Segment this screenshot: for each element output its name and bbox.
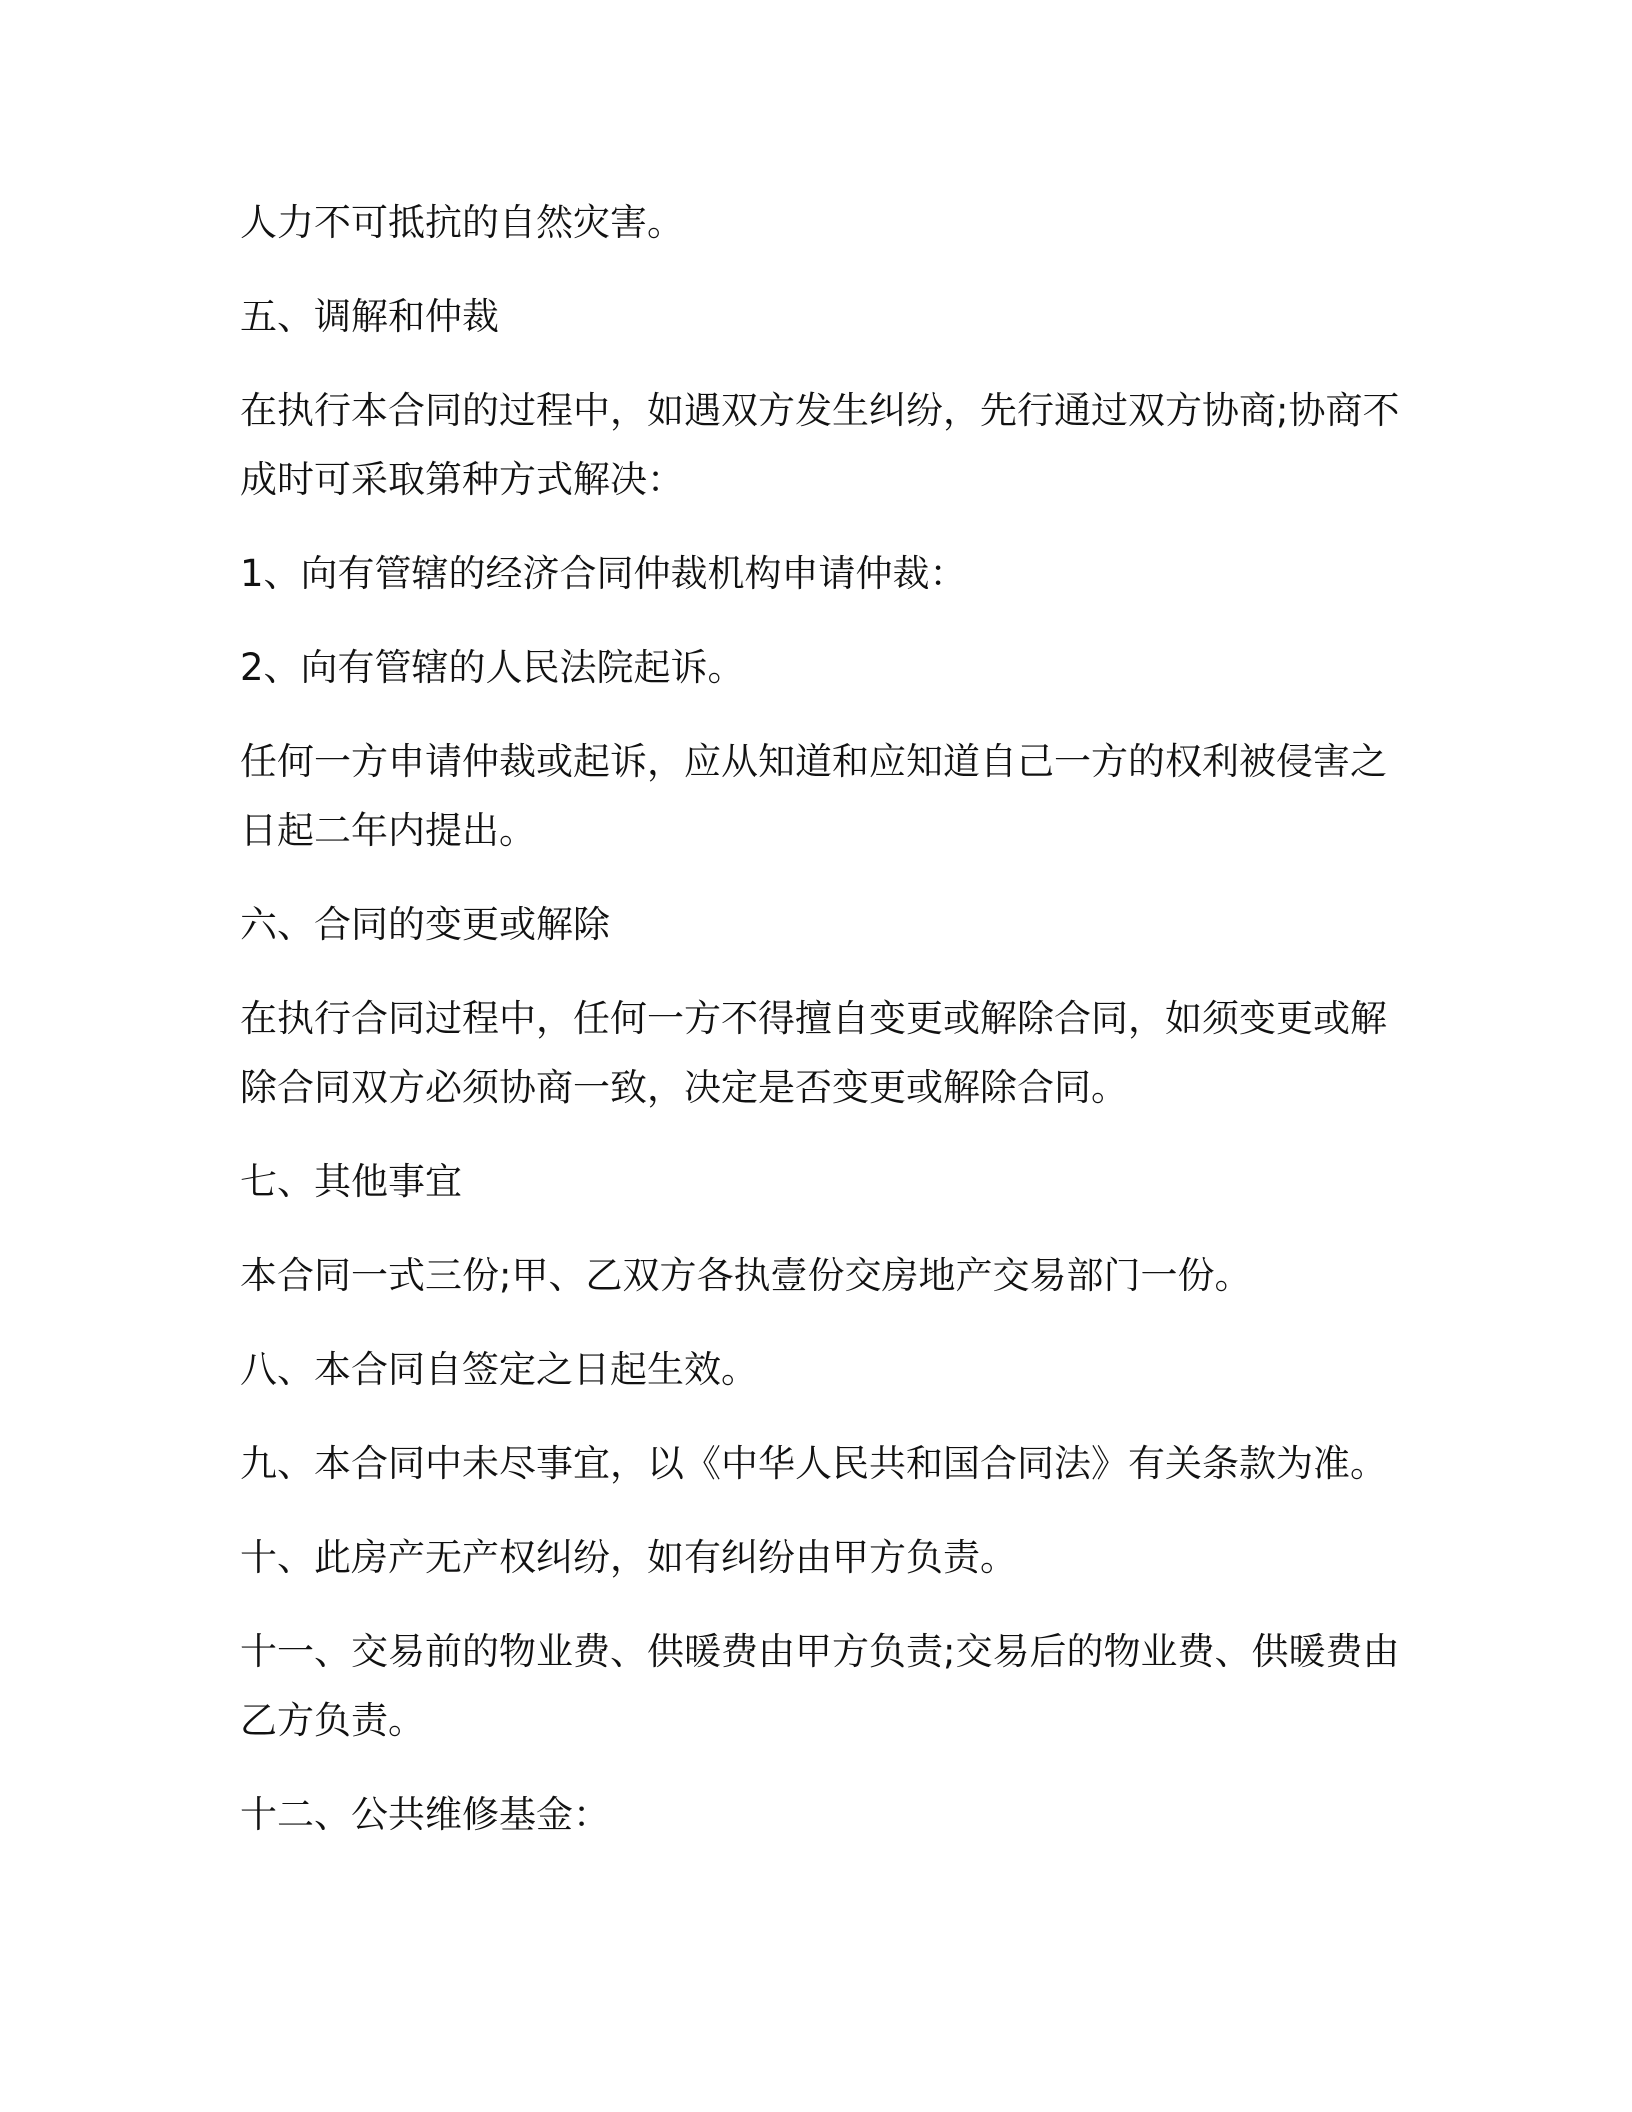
list-item-lawsuit: 2、向有管辖的人民法院起诉。 [240, 646, 745, 689]
clause-section-10-title: 十、此房产无产权纠纷，如有纠纷由甲方负责。 [240, 1536, 1017, 1579]
heading-section-5-mediation: 五、调解和仲裁 [240, 295, 499, 338]
document-body [240, 188, 1400, 1874]
clause-section-9-law: 九、本合同中未尽事宜，以《中华人民共和国合同法》有关条款为准。 [240, 1442, 1387, 1485]
clause-section-8-effective: 八、本合同自签定之日起生效。 [240, 1348, 758, 1391]
heading-section-6-modification: 六、合同的变更或解除 [240, 903, 610, 946]
paragraph-copies: 本合同一式三份;甲、乙双方各执壹份交房地产交易部门一份。 [240, 1254, 1252, 1297]
paragraph-dispute-resolution: 在执行本合同的过程中，如遇双方发生纠纷，先行通过双方协商;协商不成时可采取第种方式解决： [240, 389, 1400, 501]
clause-section-11-fees: 十一、交易前的物业费、供暖费由甲方负责;交易后的物业费、供暖费由乙方负责。 [240, 1630, 1400, 1742]
paragraph-force-majeure-end: 人力不可抵抗的自然灾害。 [240, 201, 684, 244]
paragraph-time-limit: 任何一方申请仲裁或起诉，应从知道和应知道自己一方的权利被侵害之日起二年内提出。 [240, 740, 1387, 852]
paragraph-modification: 在执行合同过程中，任何一方不得擅自变更或解除合同，如须变更或解除合同双方必须协商一致，决定是否变更或解除合同。 [240, 997, 1387, 1109]
list-item-arbitration: 1、向有管辖的经济合同仲裁机构申请仲裁： [240, 552, 967, 595]
heading-section-7-other: 七、其他事宜 [240, 1160, 462, 1203]
clause-section-12-maintenance-fund: 十二、公共维修基金： [240, 1793, 610, 1836]
